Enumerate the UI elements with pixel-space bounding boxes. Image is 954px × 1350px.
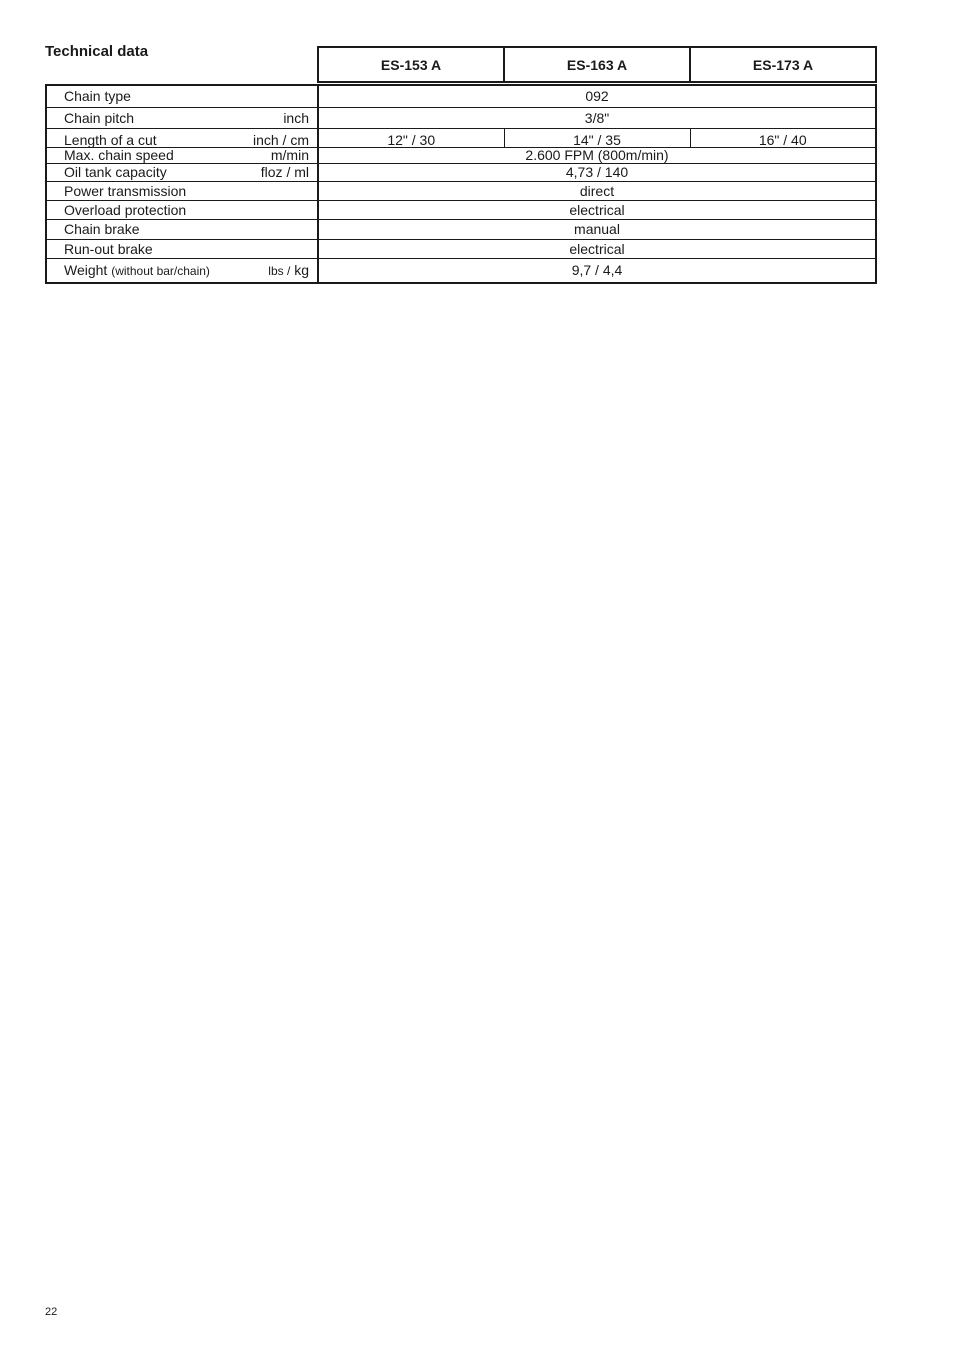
table-row — [46, 128, 876, 147]
row-unit: inch — [283, 109, 309, 126]
table-row — [46, 147, 876, 163]
row-value-length-es-173a: 16" / 40 — [690, 128, 876, 147]
row-value-chain-type: 092 — [318, 85, 876, 107]
table-row — [46, 219, 876, 239]
row-label: Weight — [64, 262, 108, 279]
row-unit-lbs: lbs / — [268, 264, 291, 279]
row-label-chain-pitch — [46, 107, 318, 128]
row-label-length-of-cut — [46, 128, 318, 147]
row-value-overload-protection: electrical — [318, 200, 876, 219]
row-label: Power transmission — [64, 182, 187, 199]
row-label-max-chain-speed — [46, 147, 318, 163]
row-value-weight: 9,7 / 4,4 — [318, 258, 876, 283]
row-label-note: (without bar/chain) — [111, 264, 210, 279]
row-unit: floz / ml — [260, 164, 309, 180]
row-unit-kg: kg — [294, 262, 309, 279]
row-value-run-out-brake: electrical — [318, 239, 876, 258]
row-label: Max. chain speed — [64, 147, 174, 163]
row-value-chain-pitch: 3/8" — [318, 107, 876, 128]
row-label-weight — [46, 258, 318, 283]
row-label: Overload protection — [64, 201, 187, 218]
table-row — [46, 107, 876, 128]
table-row — [46, 258, 876, 283]
model-header-es-173a: ES-173 A — [690, 47, 876, 82]
table-row — [46, 239, 876, 258]
model-header-es-163a: ES-163 A — [504, 47, 690, 82]
table-row — [46, 85, 876, 107]
row-value-chain-brake: manual — [318, 219, 876, 239]
row-label-power-transmission — [46, 181, 318, 200]
row-label: Chain pitch — [64, 109, 135, 126]
row-value-length-es-153a: 12" / 30 — [318, 128, 504, 147]
header-row — [46, 47, 876, 82]
row-label-chain-brake — [46, 219, 318, 239]
row-unit: m/min — [270, 147, 309, 163]
table-row — [46, 163, 876, 181]
table-row — [46, 181, 876, 200]
row-label-overload-protection — [46, 200, 318, 219]
technical-data-table — [45, 46, 877, 284]
row-label: Chain brake — [64, 221, 140, 237]
row-value-power-transmission: direct — [318, 181, 876, 200]
row-unit: inch / cm — [252, 131, 309, 148]
table-row — [46, 200, 876, 219]
header-blank-cell — [46, 47, 318, 82]
row-label-run-out-brake — [46, 239, 318, 258]
row-value-length-es-163a: 14" / 35 — [504, 128, 690, 147]
row-label: Length of a cut — [64, 131, 157, 148]
row-value-max-chain-speed: 2.600 FPM (800m/min) — [318, 147, 876, 163]
row-label-oil-tank — [46, 163, 318, 181]
model-header-es-153a: ES-153 A — [318, 47, 504, 82]
row-label: Oil tank capacity — [64, 164, 167, 180]
row-label: Run-out brake — [64, 240, 153, 257]
page-number: 22 — [45, 1306, 58, 1318]
section-title: Technical data — [45, 43, 149, 60]
row-label-chain-type — [46, 85, 318, 107]
row-label: Chain type — [64, 88, 131, 105]
row-value-oil-tank: 4,73 / 140 — [318, 163, 876, 181]
